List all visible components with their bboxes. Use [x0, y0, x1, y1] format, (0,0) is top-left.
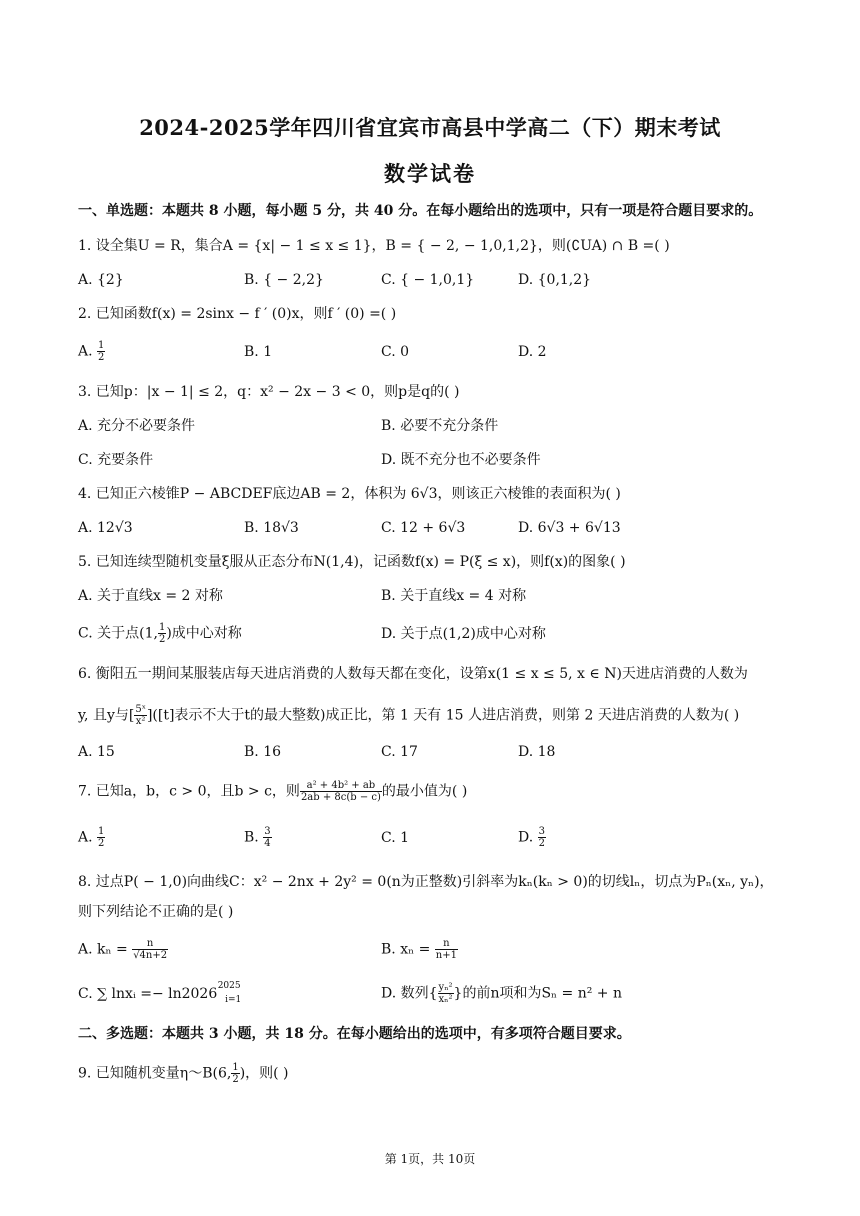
q8-a-num: n: [132, 938, 168, 950]
q6-stem2-suffix: ]([t]表示不大于t的最大整数)成正比，第 1 天有 15 人进店消费，则第 2 天进店消费的人数为( ): [146, 707, 740, 724]
q8-option-c: [78, 981, 265, 1006]
q8-c-text: C. ∑ lnxᵢ =− ln2026: [78, 986, 218, 1002]
q5-option-c: [78, 622, 242, 645]
q2-option-b: B. 1: [244, 344, 273, 360]
q2-stem: 2. 已知函数f(x) = 2sinx − f ′ (0)x，则f ′ (0) =( ): [78, 306, 397, 322]
q7-a-num: 1: [98, 826, 105, 837]
q4-option-b: B. 18√3: [244, 520, 299, 536]
q4-option-c: C. 12 + 6√3: [381, 520, 466, 536]
q8-d-fraction: [438, 982, 454, 1005]
q1-option-a: A. {2}: [78, 272, 124, 288]
q5-option-d: D. 关于点(1,2)成中心对称: [381, 626, 546, 642]
page-number-footer: 第 1页，共 10页: [384, 1152, 476, 1166]
q6-stem-line1: 6. 衡阳五一期间某服装店每天进店消费的人数每天都在变化，设第x(1 ≤ x ≤ 5, x ∈ N)天进店消费的人数为: [78, 666, 748, 682]
q9-stem: [78, 1062, 289, 1085]
q7-option-b: [244, 826, 272, 849]
q5-c-prefix: C. 关于点(1,: [78, 625, 158, 642]
exam-title: 2024-2025学年四川省宜宾市高县中学高二（下）期末考试: [139, 115, 721, 140]
q5-c-num: 1: [158, 622, 166, 633]
q2-option-a: [78, 340, 105, 363]
q8-d-num: yₙ²: [438, 982, 453, 993]
q7-num: a² + 4b² + ab: [300, 780, 382, 792]
q8-option-a: [78, 938, 168, 961]
q4-stem: 4. 已知正六棱锥P − ABCDEF底边AB = 2，体积为 6√3，则该正六棱锥的表面积为( ): [78, 486, 621, 502]
q3-option-a: A. 充分不必要条件: [78, 418, 196, 434]
exam-subtitle: 数学试卷: [384, 161, 476, 186]
q8-b-prefix: B. xₙ =: [381, 941, 435, 958]
q7-b-den: 4: [264, 838, 271, 849]
q2-option-a-fraction: [97, 340, 105, 363]
q7-d-fraction: [538, 826, 546, 849]
q1-option-b: B. { − 2,2}: [244, 272, 324, 288]
q9-stem-suffix: )，则( ): [239, 1065, 289, 1082]
q7-stem: [78, 780, 467, 803]
q6-option-d: D. 18: [518, 744, 556, 760]
q5-stem: 5. 已知连续型随机变量ξ服从正态分布N(1,4)，记函数f(x) = P(ξ ≤ x)，则f(x)的图象( ): [78, 554, 626, 570]
q7-b-fraction: [263, 826, 271, 849]
q9-stem-prefix: 9. 已知随机变量η～B(6,: [78, 1065, 232, 1082]
q1-stem: 1. 设全集U = R，集合A = {x| − 1 ≤ x ≤ 1}，B = { − 2, − 1,0,1,2}，则(∁UA) ∩ B =( ): [78, 238, 670, 254]
q8-a-den: √4n+2: [133, 950, 168, 961]
q7-d-num: 3: [538, 826, 546, 837]
q7-b-num: 3: [264, 826, 271, 837]
q2-a-num: 1: [98, 340, 105, 351]
q3-option-b: B. 必要不充分条件: [381, 418, 499, 434]
q2-option-d: D. 2: [518, 344, 547, 360]
q7-option-c: C. 1: [381, 830, 410, 846]
q7-stem-fraction: [300, 780, 382, 803]
q7-a-prefix: A.: [78, 829, 98, 846]
q9-den: 2: [232, 1074, 239, 1085]
q8-d-suffix: }的前n项和为Sₙ = n² + n: [453, 985, 623, 1002]
section2-heading: 二、多选题：本题共 3 小题，共 18 分。在每小题给出的选项中，有多项符合题目要求。: [78, 1026, 631, 1042]
q7-a-fraction: [97, 826, 105, 849]
q7-option-d: [518, 826, 546, 849]
q2-a-den: 2: [98, 352, 105, 363]
q8-b-num: n: [435, 938, 458, 950]
q6-option-a: A. 15: [78, 744, 115, 760]
q7-a-den: 2: [98, 838, 105, 849]
q8-stem-line1: 8. 过点P( − 1,0)向曲线C：x² − 2nx + 2y² = 0(n为正整数)引斜率为kₙ(kₙ > 0)的切线lₙ，切点为Pₙ(xₙ, yₙ)，: [78, 874, 774, 890]
q9-num: 1: [232, 1062, 239, 1073]
q7-option-a: [78, 826, 105, 849]
q3-option-c: C. 充要条件: [78, 452, 154, 468]
q5-option-a: A. 关于直线x = 2 对称: [78, 588, 223, 604]
q6-stem-line2: [78, 704, 739, 727]
q8-option-b: [381, 938, 458, 961]
section1-heading: 一、单选题：本题共 8 小题，每小题 5 分，共 40 分。在每小题给出的选项中，只有一项是符合题目要求的。: [78, 203, 763, 219]
q8-option-d: [381, 982, 622, 1005]
q3-stem: 3. 已知p：|x − 1| ≤ 2，q：x² − 2x − 3 < 0，则p是q的( ): [78, 384, 460, 400]
q8-stem-line2: 则下列结论不正确的是( ): [78, 904, 234, 920]
q4-option-a: A. 12√3: [78, 520, 133, 536]
q6-den: x²: [135, 716, 146, 727]
q7-d-prefix: D.: [518, 829, 538, 846]
q4-option-d: D. 6√3 + 6√13: [518, 520, 621, 536]
q6-stem2-fraction: [134, 704, 147, 727]
q1-option-d: D. {0,1,2}: [518, 272, 592, 288]
q7-d-den: 2: [538, 838, 546, 849]
q7-stem-prefix: 7. 已知a，b，c > 0，且b > c，则: [78, 783, 300, 800]
q6-option-c: C. 17: [381, 744, 418, 760]
q9-stem-fraction: [231, 1062, 239, 1085]
q5-c-den: 2: [158, 634, 166, 645]
q6-num: 5ˣ: [135, 704, 146, 715]
q8-c-sup: 2025: [217, 981, 241, 991]
q8-a-fraction: [132, 938, 168, 961]
q8-d-den: xₙ²: [438, 994, 453, 1005]
q7-stem-suffix: 的最小值为( ): [381, 783, 468, 800]
q2-option-a-prefix: A.: [78, 343, 98, 360]
q6-stem2-prefix: y, 且y与[: [78, 707, 135, 724]
q2-option-c: C. 0: [381, 344, 410, 360]
q8-d-prefix: D. 数列{: [381, 985, 438, 1002]
q8-a-prefix: A. kₙ =: [78, 941, 133, 958]
q7-b-prefix: B.: [244, 829, 264, 846]
q7-den: 2ab + 8c(b − c): [300, 792, 381, 803]
q3-option-d: D. 既不充分也不必要条件: [381, 452, 541, 468]
q5-option-b: B. 关于直线x = 4 对称: [381, 588, 527, 604]
q5-c-suffix: )成中心对称: [166, 625, 242, 642]
q8-b-den: n+1: [435, 950, 457, 961]
q1-option-c: C. { − 1,0,1}: [381, 272, 475, 288]
q6-option-b: B. 16: [244, 744, 282, 760]
q8-b-fraction: [435, 938, 458, 961]
q8-c-sub: i=1: [225, 995, 242, 1005]
